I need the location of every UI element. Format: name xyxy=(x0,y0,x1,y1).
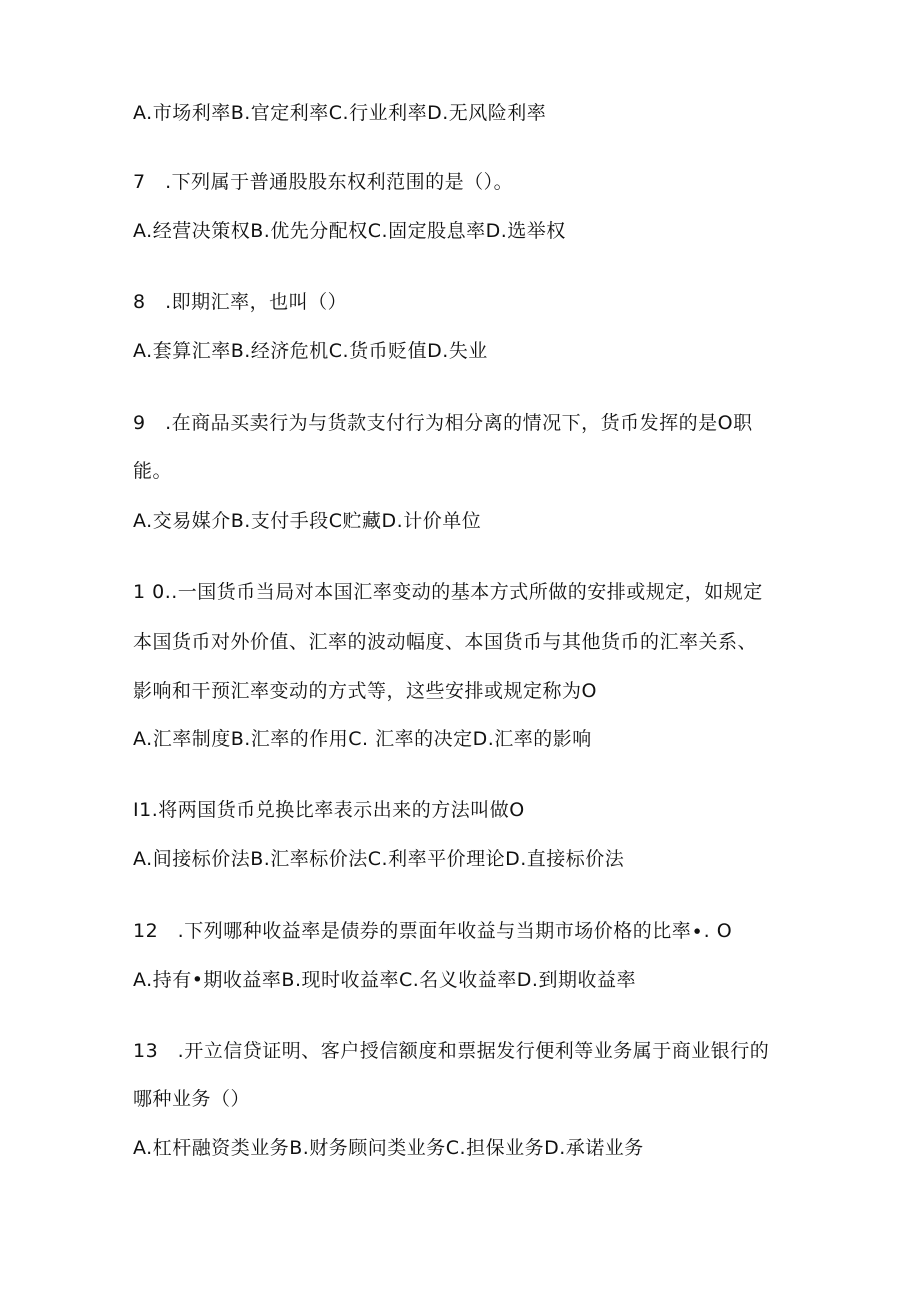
answer-options-q6: A.市场利率B.官定利率C.行业利率D.无风险利率 xyxy=(133,102,547,124)
question-10-line-1: 1 0..一国货币当局对本国汇率变动的基本方式所做的安排或规定，如规定 xyxy=(133,581,763,603)
answer-options-q9: A.交易媒介B.支付手段C贮藏D.计价单位 xyxy=(133,510,482,532)
question-13-line-1: 13 .开立信贷证明、客户授信额度和票据发行便利等业务属于商业银行的 xyxy=(133,1040,770,1062)
answer-options-q13: A.杠杆融资类业务B.财务顾问类业务C.担保业务D.承诺业务 xyxy=(133,1137,644,1159)
question-11: I1.将两国货币兑换比率表示出来的方法叫做O xyxy=(133,799,525,821)
answer-options-q7: A.经营决策权B.优先分配权C.固定股息率D.选举权 xyxy=(133,220,566,242)
answer-options-q10: A.汇率制度B.汇率的作用C. 汇率的决定D.汇率的影响 xyxy=(133,728,592,750)
question-10-line-3: 影响和干预汇率变动的方式等，这些安排或规定称为O xyxy=(133,680,597,702)
answer-options-q12: A.持有•期收益率B.现时收益率C.名义收益率D.到期收益率 xyxy=(133,969,636,991)
question-12: 12 .下列哪种收益率是债券的票面年收益与当期市场价格的比率∙. O xyxy=(133,920,733,942)
question-9-line-2: 能。 xyxy=(133,460,173,482)
question-10-line-2: 本国货币对外价值、汇率的波动幅度、本国货币与其他货币的汇率关系、 xyxy=(133,631,758,653)
question-8: 8 .即期汇率，也叫（） xyxy=(133,291,348,313)
question-13-line-2: 哪种业务（） xyxy=(133,1088,251,1110)
answer-options-q11: A.间接标价法B.汇率标价法C.利率平价理论D.直接标价法 xyxy=(133,848,625,870)
question-7: 7 .下列属于普通股股东权利范围的是（）。 xyxy=(133,171,514,193)
question-9-line-1: 9 .在商品买卖行为与货款支付行为相分离的情况下，货币发挥的是O职 xyxy=(133,412,753,434)
answer-options-q8: A.套算汇率B.经济危机C.货币贬值D.失业 xyxy=(133,340,488,362)
